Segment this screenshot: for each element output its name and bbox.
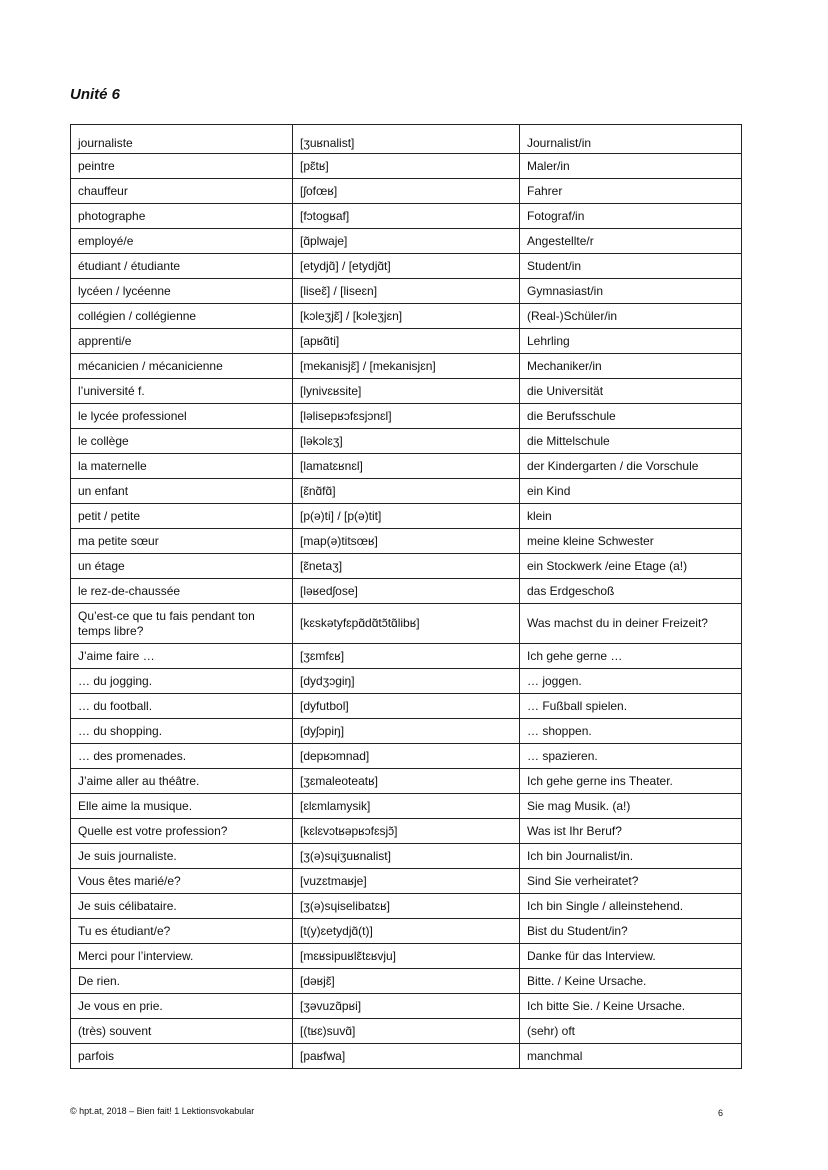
- german-translation-cell: Fahrer: [520, 179, 742, 204]
- table-row: [71, 994, 742, 1019]
- phonetic-transcription-cell: [ʒɛmfɛʁ]: [293, 644, 520, 669]
- phonetic-transcription-cell: [ʒ(ə)sɥiselibatɛʁ]: [293, 894, 520, 919]
- french-term-cell: … du shopping.: [71, 719, 293, 744]
- phonetic-transcription-cell: [dəʁjɛ̃]: [293, 969, 520, 994]
- german-translation-cell: Ich gehe gerne …: [520, 644, 742, 669]
- french-term-cell: Elle aime la musique.: [71, 794, 293, 819]
- phonetic-transcription-cell: [ləʁedʃose]: [293, 579, 520, 604]
- table-row: [71, 579, 742, 604]
- french-term-cell: collégien / collégienne: [71, 304, 293, 329]
- phonetic-transcription-cell: [ʒuʁnalist]: [293, 125, 520, 154]
- table-row: [71, 179, 742, 204]
- table-row: [71, 154, 742, 179]
- phonetic-transcription-cell: [liseɛ̃] / [liseɛn]: [293, 279, 520, 304]
- german-translation-cell: (sehr) oft: [520, 1019, 742, 1044]
- phonetic-transcription-cell: [ləkɔlɛʒ]: [293, 429, 520, 454]
- french-term-cell: le lycée professionel: [71, 404, 293, 429]
- german-translation-cell: Maler/in: [520, 154, 742, 179]
- phonetic-transcription-cell: [etydjɑ̃] / [etydjɑ̃t]: [293, 254, 520, 279]
- phonetic-transcription-cell: [mekanisjɛ̃] / [mekanisjɛn]: [293, 354, 520, 379]
- table-row: [71, 125, 742, 154]
- german-translation-cell: Ich gehe gerne ins Theater.: [520, 769, 742, 794]
- phonetic-transcription-cell: [kɛskətyfɛpɑ̃dɑ̃tɔ̃tɑ̃libʁ]: [293, 604, 520, 644]
- phonetic-transcription-cell: [mɛʁsipuʁlɛ̃tɛʁvju]: [293, 944, 520, 969]
- table-row: [71, 794, 742, 819]
- table-row: [71, 644, 742, 669]
- french-term-cell: Je suis journaliste.: [71, 844, 293, 869]
- french-term-cell: (très) souvent: [71, 1019, 293, 1044]
- german-translation-cell: klein: [520, 504, 742, 529]
- table-row: [71, 479, 742, 504]
- table-row: [71, 869, 742, 894]
- table-row: [71, 944, 742, 969]
- table-row: [71, 1019, 742, 1044]
- french-term-cell: J’aime faire …: [71, 644, 293, 669]
- table-row: [71, 279, 742, 304]
- table-row: [71, 604, 742, 644]
- phonetic-transcription-cell: [t(y)ɛetydjɑ̃(t)]: [293, 919, 520, 944]
- phonetic-transcription-cell: [dyʃɔpiŋ]: [293, 719, 520, 744]
- vocabulary-table-body: [71, 125, 742, 1069]
- german-translation-cell: ein Stockwerk /eine Etage (a!): [520, 554, 742, 579]
- french-term-cell: la maternelle: [71, 454, 293, 479]
- french-term-cell: journaliste: [71, 125, 293, 154]
- phonetic-transcription-cell: [dydʒɔgiŋ]: [293, 669, 520, 694]
- german-translation-cell: … shoppen.: [520, 719, 742, 744]
- french-term-cell: l’université f.: [71, 379, 293, 404]
- french-term-cell: apprenti/e: [71, 329, 293, 354]
- french-term-cell: photographe: [71, 204, 293, 229]
- french-term-cell: le collège: [71, 429, 293, 454]
- german-translation-cell: Was machst du in deiner Freizeit?: [520, 604, 742, 644]
- phonetic-transcription-cell: [ləlisepʁɔfɛsjɔnɛl]: [293, 404, 520, 429]
- footer-copyright: © hpt.at, 2018 – Bien fait! 1 Lektionsvokabular: [70, 1106, 255, 1116]
- table-row: [71, 969, 742, 994]
- table-row: [71, 454, 742, 479]
- german-translation-cell: die Berufsschule: [520, 404, 742, 429]
- table-row: [71, 404, 742, 429]
- german-translation-cell: Angestellte/r: [520, 229, 742, 254]
- phonetic-transcription-cell: [apʁɑ̃ti]: [293, 329, 520, 354]
- french-term-cell: De rien.: [71, 969, 293, 994]
- phonetic-transcription-cell: [dyfutbol]: [293, 694, 520, 719]
- french-term-cell: Quelle est votre profession?: [71, 819, 293, 844]
- table-row: [71, 719, 742, 744]
- german-translation-cell: Ich bin Journalist/in.: [520, 844, 742, 869]
- french-term-cell: Vous êtes marié/e?: [71, 869, 293, 894]
- table-row: [71, 894, 742, 919]
- page-title: Unité 6: [70, 86, 121, 103]
- german-translation-cell: … spazieren.: [520, 744, 742, 769]
- table-row: [71, 304, 742, 329]
- french-term-cell: peintre: [71, 154, 293, 179]
- table-row: [71, 819, 742, 844]
- phonetic-transcription-cell: [ʃofœʁ]: [293, 179, 520, 204]
- german-translation-cell: Sind Sie verheiratet?: [520, 869, 742, 894]
- french-term-cell: le rez-de-chaussée: [71, 579, 293, 604]
- french-term-cell: Je suis célibataire.: [71, 894, 293, 919]
- table-row: [71, 204, 742, 229]
- german-translation-cell: … joggen.: [520, 669, 742, 694]
- german-translation-cell: ein Kind: [520, 479, 742, 504]
- french-term-cell: chauffeur: [71, 179, 293, 204]
- vocabulary-table: [70, 124, 742, 1069]
- table-row: [71, 429, 742, 454]
- phonetic-transcription-cell: [ʒəvuzɑ̃pʁi]: [293, 994, 520, 1019]
- table-row: [71, 919, 742, 944]
- german-translation-cell: Sie mag Musik. (a!): [520, 794, 742, 819]
- phonetic-transcription-cell: [lynivɛʁsite]: [293, 379, 520, 404]
- french-term-cell: parfois: [71, 1044, 293, 1069]
- page-number: 6: [718, 1108, 724, 1118]
- french-term-cell: lycéen / lycéenne: [71, 279, 293, 304]
- french-term-cell: Je vous en prie.: [71, 994, 293, 1019]
- phonetic-transcription-cell: [pɛ̃tʁ]: [293, 154, 520, 179]
- phonetic-transcription-cell: [(tʁɛ)suvɑ̃]: [293, 1019, 520, 1044]
- table-row: [71, 844, 742, 869]
- german-translation-cell: die Mittelschule: [520, 429, 742, 454]
- german-translation-cell: Ich bitte Sie. / Keine Ursache.: [520, 994, 742, 1019]
- phonetic-transcription-cell: [ɑ̃plwaje]: [293, 229, 520, 254]
- german-translation-cell: das Erdgeschoß: [520, 579, 742, 604]
- french-term-cell: un enfant: [71, 479, 293, 504]
- phonetic-transcription-cell: [lamatɛʁnɛl]: [293, 454, 520, 479]
- table-row: [71, 354, 742, 379]
- phonetic-transcription-cell: [ɛ̃netaʒ]: [293, 554, 520, 579]
- phonetic-transcription-cell: [paʁfwa]: [293, 1044, 520, 1069]
- french-term-cell: ma petite sœur: [71, 529, 293, 554]
- german-translation-cell: Lehrling: [520, 329, 742, 354]
- french-term-cell: … du jogging.: [71, 669, 293, 694]
- phonetic-transcription-cell: [depʁɔmnad]: [293, 744, 520, 769]
- table-row: [71, 329, 742, 354]
- french-term-cell: Tu es étudiant/e?: [71, 919, 293, 944]
- german-translation-cell: … Fußball spielen.: [520, 694, 742, 719]
- phonetic-transcription-cell: [map(ə)titsœʁ]: [293, 529, 520, 554]
- table-row: [71, 694, 742, 719]
- phonetic-transcription-cell: [p(ə)ti] / [p(ə)tit]: [293, 504, 520, 529]
- phonetic-transcription-cell: [kɔleʒjɛ̃] / [kɔleʒjɛn]: [293, 304, 520, 329]
- phonetic-transcription-cell: [ʒɛmaleoteatʁ]: [293, 769, 520, 794]
- german-translation-cell: der Kindergarten / die Vorschule: [520, 454, 742, 479]
- phonetic-transcription-cell: [ɛlɛmlamysik]: [293, 794, 520, 819]
- german-translation-cell: Bist du Student/in?: [520, 919, 742, 944]
- table-row: [71, 379, 742, 404]
- german-translation-cell: Student/in: [520, 254, 742, 279]
- phonetic-transcription-cell: [kɛlɛvɔtʁəpʁɔfɛsjɔ̃]: [293, 819, 520, 844]
- table-row: [71, 669, 742, 694]
- french-term-cell: étudiant / étudiante: [71, 254, 293, 279]
- table-row: [71, 504, 742, 529]
- german-translation-cell: Journalist/in: [520, 125, 742, 154]
- phonetic-transcription-cell: [vuzɛtmaʁje]: [293, 869, 520, 894]
- phonetic-transcription-cell: [ʒ(ə)sɥiʒuʁnalist]: [293, 844, 520, 869]
- french-term-cell: petit / petite: [71, 504, 293, 529]
- german-translation-cell: Was ist Ihr Beruf?: [520, 819, 742, 844]
- table-row: [71, 1044, 742, 1069]
- german-translation-cell: meine kleine Schwester: [520, 529, 742, 554]
- german-translation-cell: Danke für das Interview.: [520, 944, 742, 969]
- table-row: [71, 554, 742, 579]
- french-term-cell: … des promenades.: [71, 744, 293, 769]
- french-term-cell: un étage: [71, 554, 293, 579]
- german-translation-cell: Bitte. / Keine Ursache.: [520, 969, 742, 994]
- table-row: [71, 529, 742, 554]
- french-term-cell: mécanicien / mécanicienne: [71, 354, 293, 379]
- german-translation-cell: Fotograf/in: [520, 204, 742, 229]
- table-row: [71, 254, 742, 279]
- table-row: [71, 229, 742, 254]
- phonetic-transcription-cell: [ɛ̃nɑ̃fɑ̃]: [293, 479, 520, 504]
- german-translation-cell: (Real-)Schüler/in: [520, 304, 742, 329]
- german-translation-cell: die Universität: [520, 379, 742, 404]
- table-row: [71, 769, 742, 794]
- german-translation-cell: Ich bin Single / alleinstehend.: [520, 894, 742, 919]
- phonetic-transcription-cell: [fɔtogʁaf]: [293, 204, 520, 229]
- german-translation-cell: manchmal: [520, 1044, 742, 1069]
- french-term-cell: J’aime aller au théâtre.: [71, 769, 293, 794]
- french-term-cell: employé/e: [71, 229, 293, 254]
- german-translation-cell: Mechaniker/in: [520, 354, 742, 379]
- french-term-cell: Qu’est-ce que tu fais pendant ton temps libre?: [71, 604, 293, 644]
- table-row: [71, 744, 742, 769]
- french-term-cell: Merci pour l’interview.: [71, 944, 293, 969]
- german-translation-cell: Gymnasiast/in: [520, 279, 742, 304]
- french-term-cell: … du football.: [71, 694, 293, 719]
